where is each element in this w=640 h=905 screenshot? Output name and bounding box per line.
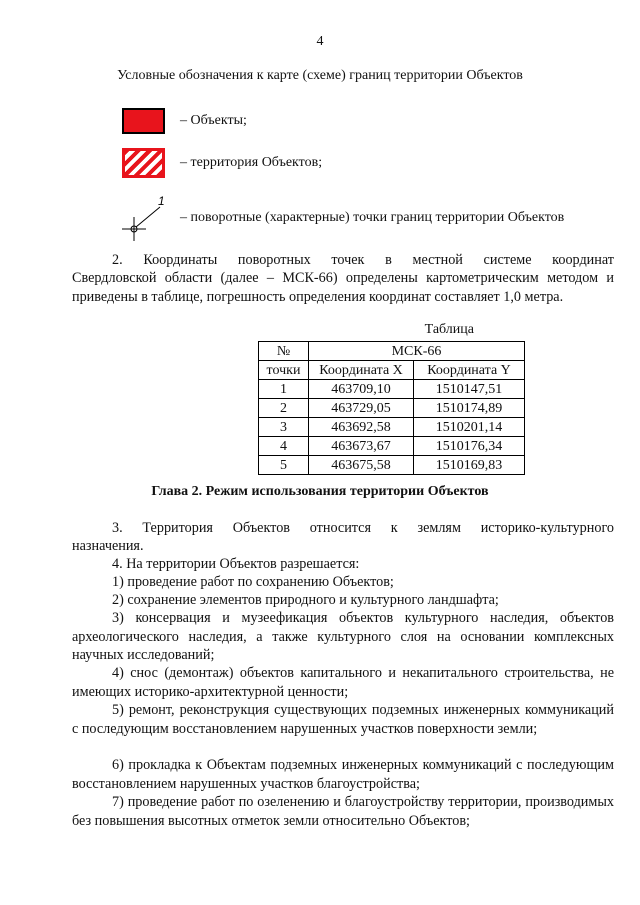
legend-objects-label: – Объекты;: [180, 113, 247, 128]
turning-point-icon: [114, 195, 174, 245]
coord-y: 1510169,83: [414, 456, 525, 475]
objects-swatch-icon: [122, 108, 165, 134]
table-row: [259, 418, 525, 437]
row-number: 4: [259, 437, 309, 456]
paragraph-3-line1: 3. Территория Объектов относится к землям историко-культурного: [112, 520, 614, 536]
coord-x: 463729,05: [309, 399, 414, 418]
item-1: 1) проведение работ по сохранению Объектов;: [112, 574, 394, 590]
row-number: 2: [259, 399, 309, 418]
row-number: 1: [259, 380, 309, 399]
table-row: [259, 380, 525, 399]
coord-x: 463675,58: [309, 456, 414, 475]
coord-y: 1510147,51: [414, 380, 525, 399]
coord-y: 1510174,89: [414, 399, 525, 418]
num-header-2: точки: [259, 361, 309, 380]
table-caption: Таблица: [424, 322, 474, 337]
coordinates-table: [258, 341, 525, 475]
col-y-header: Координата Y: [414, 361, 525, 380]
legend-title: Условные обозначения к карте (схеме) границ территории Объектов: [117, 68, 523, 83]
coord-x: 463709,10: [309, 380, 414, 399]
territory-hatch-icon: [122, 148, 165, 178]
paragraph-2-line1: 2. Координаты поворотных точек в местной системе координат: [112, 252, 614, 268]
paragraph-4: 4. На территории Объектов разрешается:: [112, 556, 360, 572]
table-row: [259, 399, 525, 418]
item-7: 7) проведение работ по озеленению и благоустройству территории, производимых без повышения высотных отметок земли относительно Объектов;: [72, 794, 614, 829]
coord-y: 1510201,14: [414, 418, 525, 437]
coord-x: 463692,58: [309, 418, 414, 437]
table-row: [259, 437, 525, 456]
row-number: 5: [259, 456, 309, 475]
coord-x: 463673,67: [309, 437, 414, 456]
item-2: 2) сохранение элементов природного и культурного ландшафта;: [112, 592, 499, 608]
coord-y: 1510176,34: [414, 437, 525, 456]
page-number: 4: [316, 34, 324, 49]
table-row: [259, 456, 525, 475]
legend-territory-label: – территория Объектов;: [180, 155, 323, 170]
num-header: №: [259, 342, 309, 361]
marker-number: 1: [158, 195, 165, 208]
item-6: 6) прокладка к Объектам подземных инженерных коммуникаций с последующим восстановлением нарушенных участков благоустройства;: [72, 757, 614, 792]
col-x-header: Координата X: [309, 361, 414, 380]
item-3: 3) консервация и музеефикация объектов культурного наследия, объектов археологического наследия, а также культурного слоя на основании комплексных научных исследований;: [72, 610, 614, 663]
item-4: 4) снос (демонтаж) объектов капитального и некапитального строительства, не имеющих историко-архитектурной ценности;: [72, 665, 614, 700]
row-number: 3: [259, 418, 309, 437]
legend-points-label: – поворотные (характерные) точки границ территории Объектов: [180, 210, 565, 225]
paragraph-2-rest: Свердловской области (далее – МСК-66) определены картометрическим методом и приведены в таблице, погрешность определения координат составляет 1,0 метра.: [72, 270, 614, 305]
group-header: МСК-66: [309, 342, 525, 361]
paragraph-3-line2: назначения.: [72, 538, 144, 554]
item-5: 5) ремонт, реконструкция существующих подземных инженерных коммуникаций с последующим восстановлением нарушенных участков поверхности земли;: [72, 702, 614, 737]
chapter-heading: Глава 2. Режим использования территории Объектов: [151, 484, 489, 499]
